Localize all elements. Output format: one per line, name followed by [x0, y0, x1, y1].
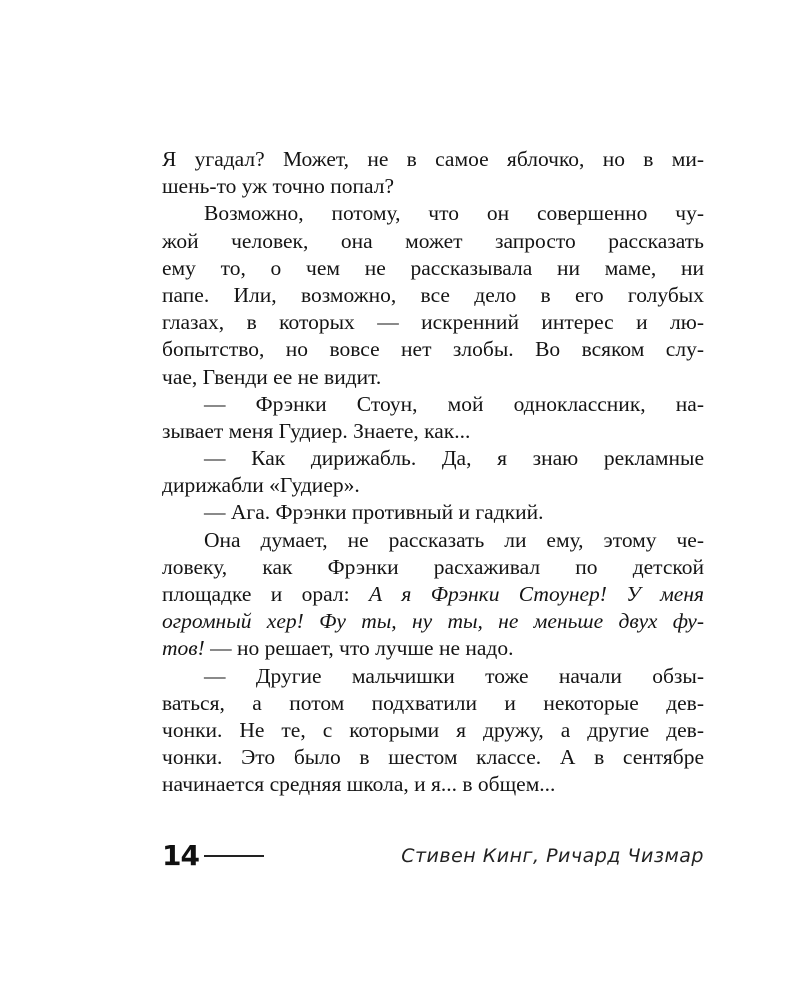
text-segment: — Фрэнки Стоун, мой одноклассник, на- [204, 391, 704, 416]
italic-text: тов! [162, 636, 205, 661]
text-segment: чае, Гвенди ее не видит. [162, 364, 382, 389]
body-text [162, 146, 704, 799]
text-line [162, 690, 704, 717]
italic-text: огромный хер! Фу ты, ну ты, не меньше двух фу- [162, 609, 704, 634]
text-segment: бопытство, но вовсе нет злобы. Во всяком слу- [162, 337, 704, 362]
text-line [162, 309, 704, 336]
italic-text: А я Фрэнки Стоунер! У меня [368, 582, 704, 606]
text-line [162, 527, 704, 554]
text-line [162, 608, 704, 635]
text-segment: папе. Или, возможно, все дело в его голубых [162, 282, 704, 307]
text-line [162, 635, 704, 662]
running-head: Стивен Кинг, Ричард Чизмар [401, 845, 704, 867]
text-segment: — Как дирижабль. Да, я знаю рекламные [204, 446, 704, 471]
text-line [162, 717, 704, 744]
text-segment: ему то, о чем не рассказывала ни маме, ни [162, 255, 704, 280]
text-line [162, 472, 704, 499]
text-segment: чонки. Это было в шестом классе. А в сентябре [162, 745, 704, 770]
text-line [162, 771, 704, 798]
text-segment: Возможно, потому, что он совершенно чу- [204, 201, 704, 226]
text-segment: дирижабли «Гудиер». [162, 473, 360, 498]
text-segment: ваться, а потом подхватили и некоторые дев- [162, 690, 704, 715]
text-line [162, 146, 704, 173]
text-line [162, 418, 704, 445]
text-line [162, 499, 704, 526]
text-line [162, 282, 704, 309]
text-segment: ловеку, как Фрэнки расхаживал по детской [162, 554, 704, 579]
text-line [162, 554, 704, 581]
footer-rule [204, 855, 264, 857]
text-line [162, 336, 704, 363]
text-segment: Она думает, не рассказать ли ему, этому че- [204, 527, 704, 552]
text-line [162, 581, 704, 608]
text-segment: шень-то уж точно попал? [162, 174, 395, 199]
text-segment: жой человек, она может запросто рассказать [162, 228, 704, 253]
text-segment: глазах, в которых — искренний интерес и лю- [162, 310, 704, 335]
text-line [162, 391, 704, 418]
text-line [162, 228, 704, 255]
page-number: 14 [162, 839, 199, 872]
text-segment: чонки. Не те, с которыми я дружу, а другие дев- [162, 717, 704, 742]
text-segment: начинается средняя школа, и я... в общем... [162, 772, 556, 797]
text-line [162, 200, 704, 227]
text-segment: площадке и орал: [162, 582, 369, 606]
text-line [162, 364, 704, 391]
text-line [162, 445, 704, 472]
text-segment: — но решает, что лучше не надо. [204, 636, 514, 661]
text-segment: — Другие мальчишки тоже начали обзы- [204, 663, 704, 688]
text-line [162, 663, 704, 690]
page-footer [162, 838, 704, 878]
text-line [162, 255, 704, 282]
text-segment: — Ага. Фрэнки противный и гадкий. [204, 500, 544, 525]
text-line [162, 744, 704, 771]
text-line [162, 173, 704, 200]
text-segment: зывает меня Гудиер. Знаете, как... [162, 418, 471, 443]
text-segment: Я угадал? Может, не в самое яблочко, но в ми- [162, 147, 704, 171]
